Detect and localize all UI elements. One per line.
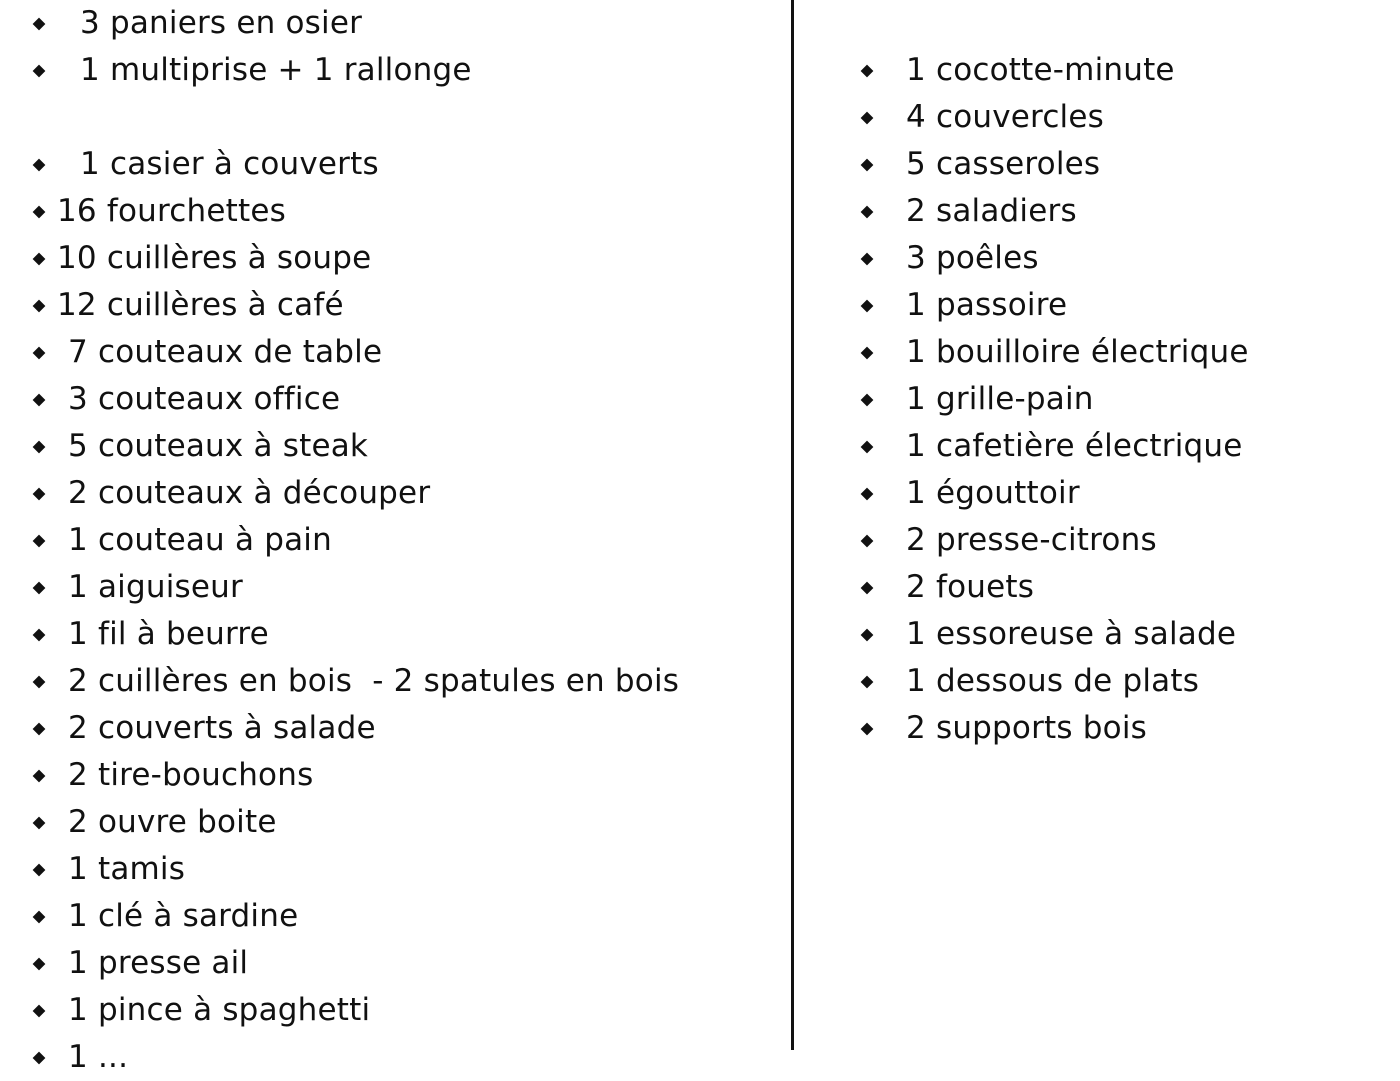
diamond-bullet-icon bbox=[33, 534, 46, 547]
diamond-bullet-icon bbox=[861, 393, 874, 406]
list-item-text: 1 essoreuse à salade bbox=[906, 616, 1237, 652]
diamond-bullet-icon bbox=[861, 722, 874, 735]
diamond-bullet-icon bbox=[33, 346, 46, 359]
diamond-bullet-icon bbox=[33, 675, 46, 688]
list-item-text: 16 fourchettes bbox=[57, 193, 286, 229]
diamond-bullet-icon bbox=[33, 299, 46, 312]
diamond-bullet-icon bbox=[33, 769, 46, 782]
list-item-text: 1 bouilloire électrique bbox=[906, 334, 1249, 370]
diamond-bullet-icon bbox=[33, 722, 46, 735]
diamond-bullet-icon bbox=[861, 205, 874, 218]
diamond-bullet-icon bbox=[33, 863, 46, 876]
list-item-text: 1 fil à beurre bbox=[68, 616, 269, 652]
list-item-text: 2 saladiers bbox=[906, 193, 1077, 229]
list-item-text: 5 couteaux à steak bbox=[68, 428, 369, 464]
diamond-bullet-icon bbox=[33, 816, 46, 829]
diamond-bullet-icon bbox=[33, 64, 46, 77]
list-item-text: 3 paniers en osier bbox=[80, 5, 363, 41]
list-item-text: 1 casier à couverts bbox=[80, 146, 379, 182]
list-item-text: 2 tire-bouchons bbox=[68, 757, 314, 793]
diamond-bullet-icon bbox=[33, 158, 46, 171]
diamond-bullet-icon bbox=[33, 1051, 46, 1064]
list-item-text: 3 poêles bbox=[906, 240, 1039, 276]
diamond-bullet-icon bbox=[33, 393, 46, 406]
list-item-text: 2 ouvre boite bbox=[68, 804, 277, 840]
list-item-text: 2 supports bois bbox=[906, 710, 1148, 746]
list-item-text: 1 multiprise + 1 rallonge bbox=[80, 52, 472, 88]
diamond-bullet-icon bbox=[861, 440, 874, 453]
diamond-bullet-icon bbox=[861, 675, 874, 688]
list-item-text: 1 ... bbox=[68, 1039, 129, 1075]
list-item-text: 3 couteaux office bbox=[68, 381, 341, 417]
list-item-text: 2 fouets bbox=[906, 569, 1035, 605]
list-item-text: 1 égouttoir bbox=[906, 475, 1080, 511]
diamond-bullet-icon bbox=[861, 299, 874, 312]
diamond-bullet-icon bbox=[33, 581, 46, 594]
list-item-text: 1 couteau à pain bbox=[68, 522, 332, 558]
diamond-bullet-icon bbox=[861, 158, 874, 171]
list-item-text: 2 couverts à salade bbox=[68, 710, 376, 746]
list-item-text: 1 passoire bbox=[906, 287, 1068, 323]
list-item-text: 12 cuillères à café bbox=[57, 287, 344, 323]
list-item-text: 1 cocotte-minute bbox=[906, 52, 1175, 88]
diamond-bullet-icon bbox=[861, 252, 874, 265]
list-item-text: 7 couteaux de table bbox=[68, 334, 383, 370]
list-item-text: 2 presse-citrons bbox=[906, 522, 1157, 558]
list-item-text: 5 casseroles bbox=[906, 146, 1101, 182]
list-item-text: 2 couteaux à découper bbox=[68, 475, 431, 511]
diamond-bullet-icon bbox=[33, 440, 46, 453]
list-item-text: 1 dessous de plats bbox=[906, 663, 1200, 699]
list-item-text: 1 cafetière électrique bbox=[906, 428, 1243, 464]
list-item-text: 4 couvercles bbox=[906, 99, 1104, 135]
list-item-text: 10 cuillères à soupe bbox=[57, 240, 372, 276]
diamond-bullet-icon bbox=[861, 346, 874, 359]
list-item-text: 1 grille-pain bbox=[906, 381, 1094, 417]
list-item-text: 1 tamis bbox=[68, 851, 186, 887]
diamond-bullet-icon bbox=[33, 487, 46, 500]
list-item-text: 2 cuillères en bois - 2 spatules en bois bbox=[68, 663, 680, 699]
diamond-bullet-icon bbox=[33, 910, 46, 923]
diamond-bullet-icon bbox=[861, 628, 874, 641]
diamond-bullet-icon bbox=[861, 487, 874, 500]
diamond-bullet-icon bbox=[33, 17, 46, 30]
diamond-bullet-icon bbox=[33, 628, 46, 641]
list-item-text: 1 pince à spaghetti bbox=[68, 992, 371, 1028]
diamond-bullet-icon bbox=[33, 1004, 46, 1017]
diamond-bullet-icon bbox=[861, 111, 874, 124]
diamond-bullet-icon bbox=[33, 957, 46, 970]
list-item-text: 1 clé à sardine bbox=[68, 898, 299, 934]
column-divider bbox=[791, 0, 794, 1050]
diamond-bullet-icon bbox=[861, 64, 874, 77]
diamond-bullet-icon bbox=[861, 534, 874, 547]
diamond-bullet-icon bbox=[861, 581, 874, 594]
list-item-text: 1 aiguiseur bbox=[68, 569, 243, 605]
list-item-text: 1 presse ail bbox=[68, 945, 249, 981]
diamond-bullet-icon bbox=[33, 205, 46, 218]
diamond-bullet-icon bbox=[33, 252, 46, 265]
